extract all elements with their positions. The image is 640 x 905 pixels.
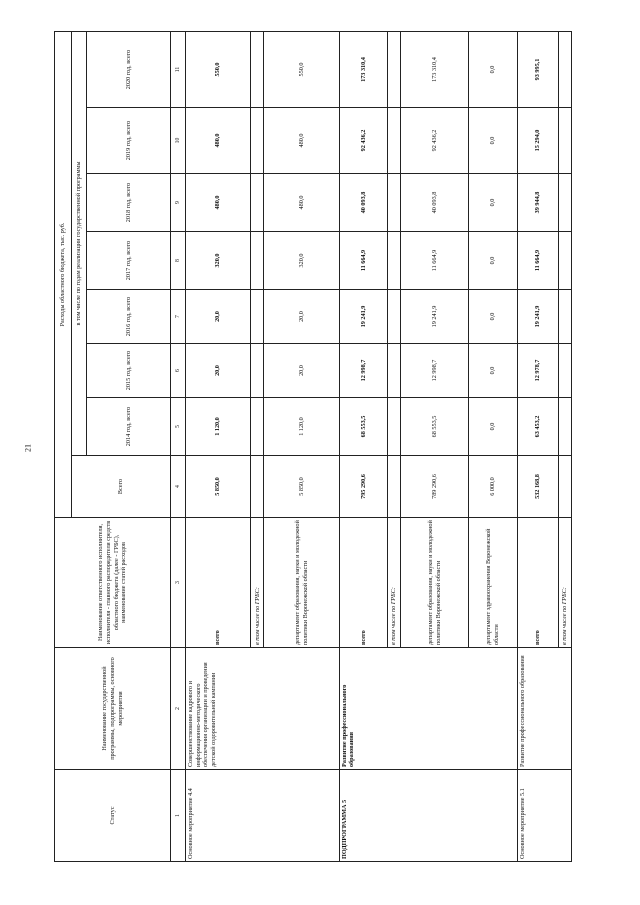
rotated-table-wrapper — [54, 32, 572, 862]
table-row — [339, 32, 388, 862]
value-cell: 480,0 — [185, 174, 250, 232]
value-cell: 5 850,0 — [185, 456, 250, 518]
value-cell: 480,0 — [185, 108, 250, 174]
column-number: 2 — [171, 648, 186, 770]
header-year: 2019 год, всего — [86, 108, 171, 174]
header-year: 2014 год, всего — [86, 398, 171, 456]
value-cell: 93 995,1 — [517, 32, 558, 108]
program-name-cell: Совершенствование кадрового и информационно-методического обеспечения организации и проведения детской оздоровительной кампании — [185, 648, 339, 770]
value-cell: 532 168,8 — [517, 456, 558, 518]
value-cell: 11 664,9 — [517, 232, 558, 290]
value-cell: 20,0 — [264, 290, 339, 344]
value-cell: 12 978,7 — [517, 344, 558, 398]
header-year: 2015 год, всего — [86, 344, 171, 398]
value-cell: 0,0 — [469, 344, 518, 398]
value-cell: 1 120,0 — [185, 398, 250, 456]
header-by-years: в том числе по годам реализации государственной программы — [71, 32, 86, 456]
status-cell: Основное мероприятие 4.4 — [185, 770, 339, 862]
value-cell: 63 453,2 — [517, 398, 558, 456]
column-number: 10 — [171, 108, 186, 174]
value-cell: 92 436,2 — [401, 108, 469, 174]
header-year: 2018 год, всего — [86, 174, 171, 232]
status-cell: Основное мероприятие 5.1 — [517, 770, 571, 862]
column-number: 6 — [171, 344, 186, 398]
status-cell: ПОДПРОГРАММА 5 — [339, 770, 517, 862]
value-cell: 19 241,9 — [401, 290, 469, 344]
value-cell: 68 553,5 — [339, 398, 388, 456]
value-cell: 6 000,0 — [469, 456, 518, 518]
row-label: департамент образования, науки и молодежной политики Воронежской области — [401, 518, 469, 648]
value-cell: 11 664,9 — [339, 232, 388, 290]
column-number: 4 — [171, 456, 186, 518]
row-label: в том числе по ГРБС: — [251, 518, 264, 648]
value-cell: 20,0 — [185, 344, 250, 398]
row-label: всего — [339, 518, 388, 648]
value-cell: 0,0 — [469, 174, 518, 232]
value-cell: 0,0 — [469, 232, 518, 290]
value-cell: 19 241,9 — [339, 290, 388, 344]
row-label: департамент здравоохранения Воронежской области — [469, 518, 518, 648]
row-label: в том числе по ГРБС: — [558, 518, 571, 648]
header-expenses: Расходы областного бюджета, тыс. руб. — [55, 32, 72, 518]
value-cell: 12 998,7 — [339, 344, 388, 398]
row-label: всего — [185, 518, 250, 648]
column-number: 7 — [171, 290, 186, 344]
value-cell: 320,0 — [264, 232, 339, 290]
column-number: 8 — [171, 232, 186, 290]
value-cell: 173 310,4 — [339, 32, 388, 108]
value-cell: 12 998,7 — [401, 344, 469, 398]
program-name-cell: Развитие профессионального образования — [339, 648, 517, 770]
header-executor: Наименование ответственного исполнителя, исполнителя - главного распорядителя средств областного бюджета (далее - ГРБС), наименование статей расходов — [55, 518, 171, 648]
budget-table — [54, 31, 572, 862]
row-label: в том числе по ГРБС: — [388, 518, 401, 648]
value-cell: 0,0 — [469, 108, 518, 174]
value-cell: 20,0 — [185, 290, 250, 344]
header-program: Наименование государственной программы, подпрограммы, основного мероприятия — [55, 648, 171, 770]
row-label: всего — [517, 518, 558, 648]
row-label: департамент образования, науки и молодежной политики Воронежской области — [264, 518, 339, 648]
value-cell: 320,0 — [185, 232, 250, 290]
value-cell: 5 850,0 — [264, 456, 339, 518]
value-cell: 39 944,8 — [517, 174, 558, 232]
table-row — [517, 32, 558, 862]
header-status: Статус — [55, 770, 171, 862]
value-cell: 550,0 — [264, 32, 339, 108]
value-cell: 40 093,8 — [401, 174, 469, 232]
header-year: 2016 год, всего — [86, 290, 171, 344]
value-cell: 480,0 — [264, 108, 339, 174]
page-number: 21 — [23, 444, 33, 452]
value-cell: 480,0 — [264, 174, 339, 232]
header-total: Всего — [71, 456, 170, 518]
value-cell: 173 310,4 — [401, 32, 469, 108]
value-cell: 550,0 — [185, 32, 250, 108]
table-row — [185, 32, 250, 862]
column-number: 9 — [171, 174, 186, 232]
value-cell: 789 290,6 — [401, 456, 469, 518]
column-number: 3 — [171, 518, 186, 648]
value-cell: 0,0 — [469, 398, 518, 456]
value-cell: 19 241,9 — [517, 290, 558, 344]
value-cell: 92 436,2 — [339, 108, 388, 174]
header-year: 2017 год, всего — [86, 232, 171, 290]
value-cell: 0,0 — [469, 32, 518, 108]
program-name-cell: Развитие профессионального образования — [517, 648, 571, 770]
header-year: 2020 год, всего — [86, 32, 171, 108]
value-cell: 795 290,6 — [339, 456, 388, 518]
value-cell: 1 120,0 — [264, 398, 339, 456]
column-numbers-row — [171, 32, 186, 862]
column-number: 1 — [171, 770, 186, 862]
column-number: 11 — [171, 32, 186, 108]
value-cell: 15 294,0 — [517, 108, 558, 174]
value-cell: 68 553,5 — [401, 398, 469, 456]
value-cell: 20,0 — [264, 344, 339, 398]
column-number: 5 — [171, 398, 186, 456]
value-cell: 40 093,8 — [339, 174, 388, 232]
value-cell: 0,0 — [469, 290, 518, 344]
value-cell: 11 664,9 — [401, 232, 469, 290]
